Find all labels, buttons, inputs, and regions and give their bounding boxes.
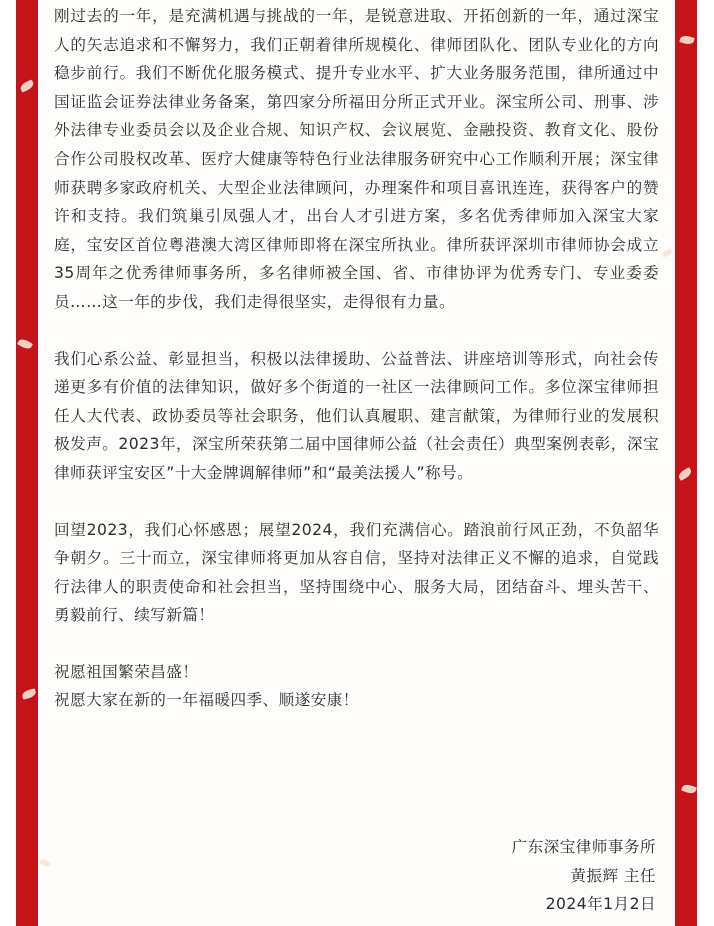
paragraph-outlook: 回望2023，我们心怀感恩；展望2024，我们充满信心。踏浪前行风正劲，不负韶华争朝夕。三十而立，深宝律师将更加从容自信，坚持对法律正义不懈的追求，自觉践行法律人的职责使命和社会担当，坚持围绕中心、服务大局，团结奋斗、埋头苦干、勇毅前行、续写新篇！ — [54, 520, 659, 625]
wish-everyone: 祝愿大家在新的一年福暖四季、顺遂安康！ — [54, 691, 359, 710]
paragraph-public-welfare: 我们心系公益、彰显担当，积极以法律援助、公益普法、讲座培训等形式，向社会传递更多有价值的法律知识，做好多个街道的一社区一法律顾问工作。多位深宝律师担任人大代表、政协委员等社会职务，他们认真履职、建言献策，为律师行业的发展积极发声。2023年，深宝所荣获第二届中国律师公益（社会责任）典型案例表彰，深宝律师获评宝安区”十大金牌调解律师”和“最美法援人”称号。 — [54, 349, 659, 482]
wish-country: 祝愿祖国繁荣昌盛！ — [54, 662, 199, 681]
letter-body — [54, 0, 659, 715]
right-margin — [697, 0, 714, 926]
paragraph-review-year: 刚过去的一年，是充满机遇与挑战的一年，是锐意进取、开拓创新的一年，通过深宝人的矢志追求和不懈努力，我们正朝着律所规模化、律师团队化、团队专业化的方向稳步前行。我们不断优化服务模式、提升专业水平、扩大业务服务范围，律所通过中国证监会证券法律业务备案，第四家分所福田分所正式开业。深宝所公司、刑事、涉外法律专业委员会以及企业合规、知识产权、会议展览、金融投资、教育文化、股份合作公司股权改革、医疗大健康等特色行业法律服务研究中心工作顺利开展；深宝律师获聘多家政府机关、大型企业法律顾问，办理案件和项目喜讯连连，获得客户的赞许和支持。我们筑巢引凤强人才，出台人才引进方案，多名优秀律师加入深宝大家庭，宝安区首位粤港澳大湾区律师即将在深宝所执业。律所获评深圳市律师协会成立35周年之优秀律师事务所，多名律师被全国、省、市律协评为优秀专门、专业委委员……这一年的步伐，我们走得很坚实，走得很有力量。 — [54, 7, 659, 311]
left-margin — [0, 0, 16, 926]
signature-block — [512, 833, 656, 919]
signature-signer: 黄振辉 主任 — [570, 866, 656, 885]
signature-organization: 广东深宝律师事务所 — [511, 838, 656, 856]
left-red-border — [16, 0, 38, 926]
signature-date: 2024年1月2日 — [545, 895, 656, 914]
